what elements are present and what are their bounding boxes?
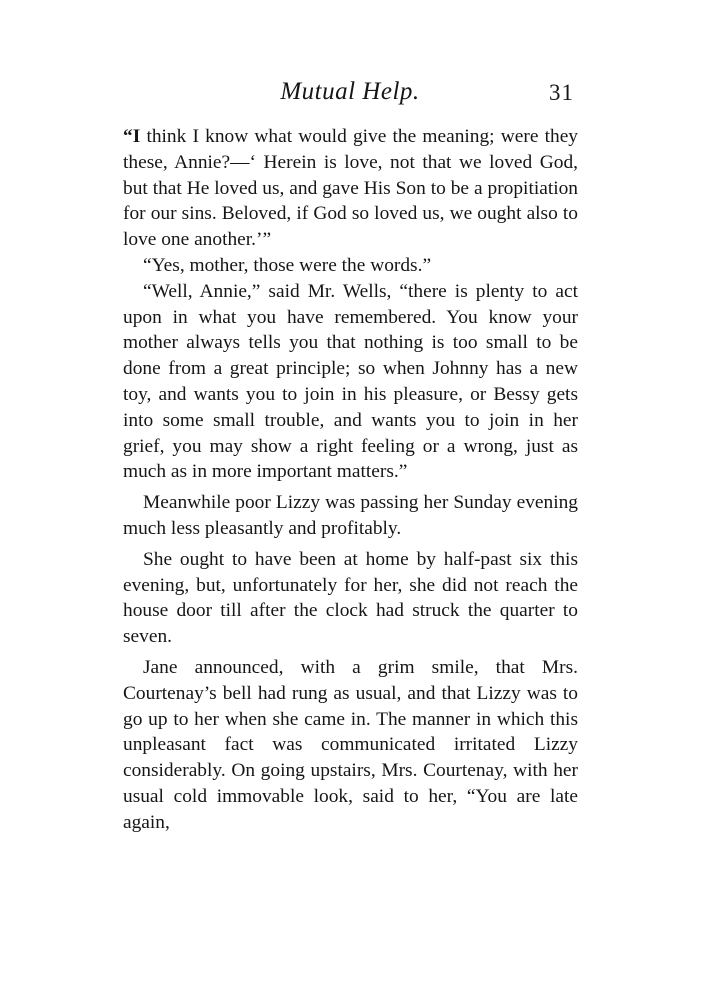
paragraph: Jane announced, with a grim smile, that Mrs. Courtenay’s bell had rung as usual, and that Lizzy was to go up to her when she came in. The manner in which this unpleasant fact was communicated irritated Lizzy considerably. On going upstairs, Mrs. Courtenay, with her usual cold immovable look, said to her, “You are late again, bbox=[123, 656, 578, 833]
page-number: 31 bbox=[549, 80, 574, 105]
paragraph: “I think I know what would give the meaning; were they these, Annie?—‘ Herein is love, not that we loved God, but that He loved us, and gave His Son to be a propitiation for our sins. Beloved, if God so loved us, we ought also to love one another.’” bbox=[123, 126, 578, 251]
body-text bbox=[123, 124, 578, 836]
paragraph: “Yes, mother, those were the words.” bbox=[143, 254, 432, 276]
page-header bbox=[120, 78, 580, 118]
paragraph: Meanwhile poor Lizzy was passing her Sunday evening much less pleasantly and profitably. bbox=[123, 492, 578, 539]
running-title: Mutual Help. bbox=[280, 78, 420, 105]
paragraph: “Well, Annie,” said Mr. Wells, “there is plenty to act upon in what you have remembered. You know your mother always tells you that nothing is too small to be done from a great principle; so when Johnny has a new toy, and wants you to join in his pleasure, or Bessy gets into some small trouble, and wants you to join in her grief, you may show a right feeling or a wrong, just as much as in more important matters.” bbox=[123, 280, 578, 483]
paragraph: She ought to have been at home by half-past six this evening, but, unfortunately for her, she did not reach the house door till after the clock had struck the quarter to seven. bbox=[123, 548, 578, 648]
